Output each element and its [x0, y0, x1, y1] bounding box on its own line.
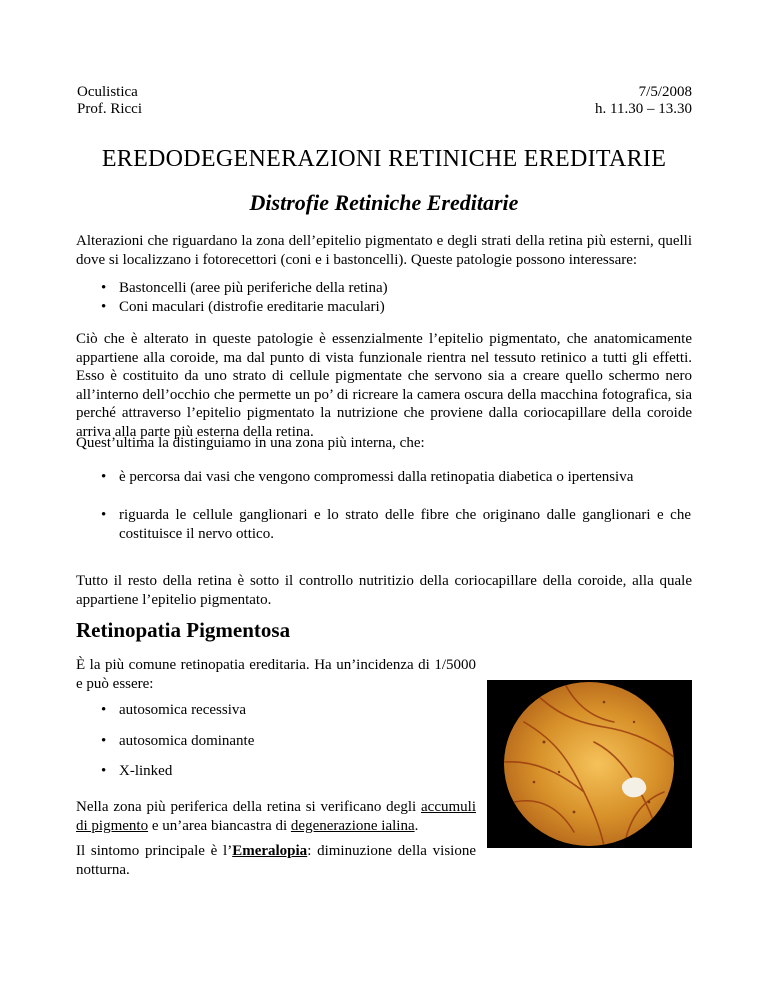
intro-paragraph: Alterazioni che riguardano la zona dell’epitelio pigmentato e degli strati della retina più esterni, quelli dove si localizzano i fotorecettori (coni e i bastoncelli). Queste patologie possono interessare:	[76, 233, 692, 268]
symptom-paragraph: Il sintomo principale è l’Emeralopia: diminuzione della visione notturna.	[76, 843, 476, 878]
inheritance-list	[101, 701, 254, 793]
pigment-accumulation-term: accumuli di pigmento	[76, 799, 476, 834]
list-item: • autosomica recessiva	[101, 701, 254, 720]
inner-zone-paragraph: Quest’ultima la distinguiamo in una zona più interna, che:	[76, 435, 425, 451]
list-item: • X-linked	[101, 762, 254, 781]
list-item: • Bastoncelli (aree più periferiche della retina)	[101, 279, 388, 298]
document-subtitle: Distrofie Retiniche Ereditarie	[249, 190, 519, 215]
hyaline-degeneration-term: degenerazione ialina	[290, 818, 415, 834]
list-item: • è percorsa dai vasi che vengono compromessi dalla retinopatia diabetica o ipertensiva	[101, 468, 691, 487]
photoreceptor-list	[101, 279, 388, 316]
lecture-time: h. 11.30 – 13.30	[595, 101, 692, 117]
inner-zone-list	[101, 506, 691, 543]
header-left	[77, 84, 142, 118]
inner-zone-list	[101, 468, 691, 487]
list-item: • riguarda le cellule ganglionari e lo strato delle fibre che originano dalle ganglionari e che costituisce il nervo ottico.	[101, 506, 691, 543]
epithelium-paragraph: Ciò che è alterato in queste patologie è essenzialmente l’epitelio pigmentato, che anatomicamente appartiene alla coroide, ma dal punto di vista funzionale rientra nel tessuto retinico a tutti gli effetti. Esso è costituito da uno strato di cellule pigmentate che servono sia a creare quello schermo nero all’interno dell’occhio che permette un po’ di ricreare la camera oscura della macchina fotografica, sia perché attraverso l’epitelio pigmentato la nutrizione che proviene dalla coriocapillare della coroide arriva alla parte più esterna della retina.	[76, 331, 692, 440]
list-item: • Coni maculari (distrofie ereditarie maculari)	[101, 298, 388, 317]
header-right	[595, 84, 692, 118]
emeralopia-term: Emeralopia	[232, 843, 308, 859]
hyaline-degeneration-area	[622, 777, 646, 797]
professor-name: Prof. Ricci	[77, 101, 142, 117]
course-name: Oculistica	[77, 84, 138, 100]
lecture-date: 7/5/2008	[638, 84, 692, 100]
findings-paragraph: Nella zona più periferica della retina si verificano degli accumuli di pigmento e un’area biancastra di degenerazione ialina.	[76, 799, 476, 834]
list-item: • autosomica dominante	[101, 732, 254, 751]
section-heading: Retinopatia Pigmentosa	[76, 618, 291, 642]
choriocapillaris-paragraph: Tutto il resto della retina è sotto il controllo nutritizio della coriocapillare della coroide, alla quale appartiene l’epitelio pigmentato.	[76, 573, 692, 608]
section-intro: È la più comune retinopatia ereditaria. Ha un’incidenza di 1/5000 e può essere:	[76, 657, 476, 692]
fundus-photo	[487, 680, 692, 848]
retinal-vessels	[504, 682, 674, 846]
document-title: EREDODEGENERAZIONI RETINICHE EREDITARIE	[101, 146, 667, 172]
retina-image	[504, 682, 674, 846]
